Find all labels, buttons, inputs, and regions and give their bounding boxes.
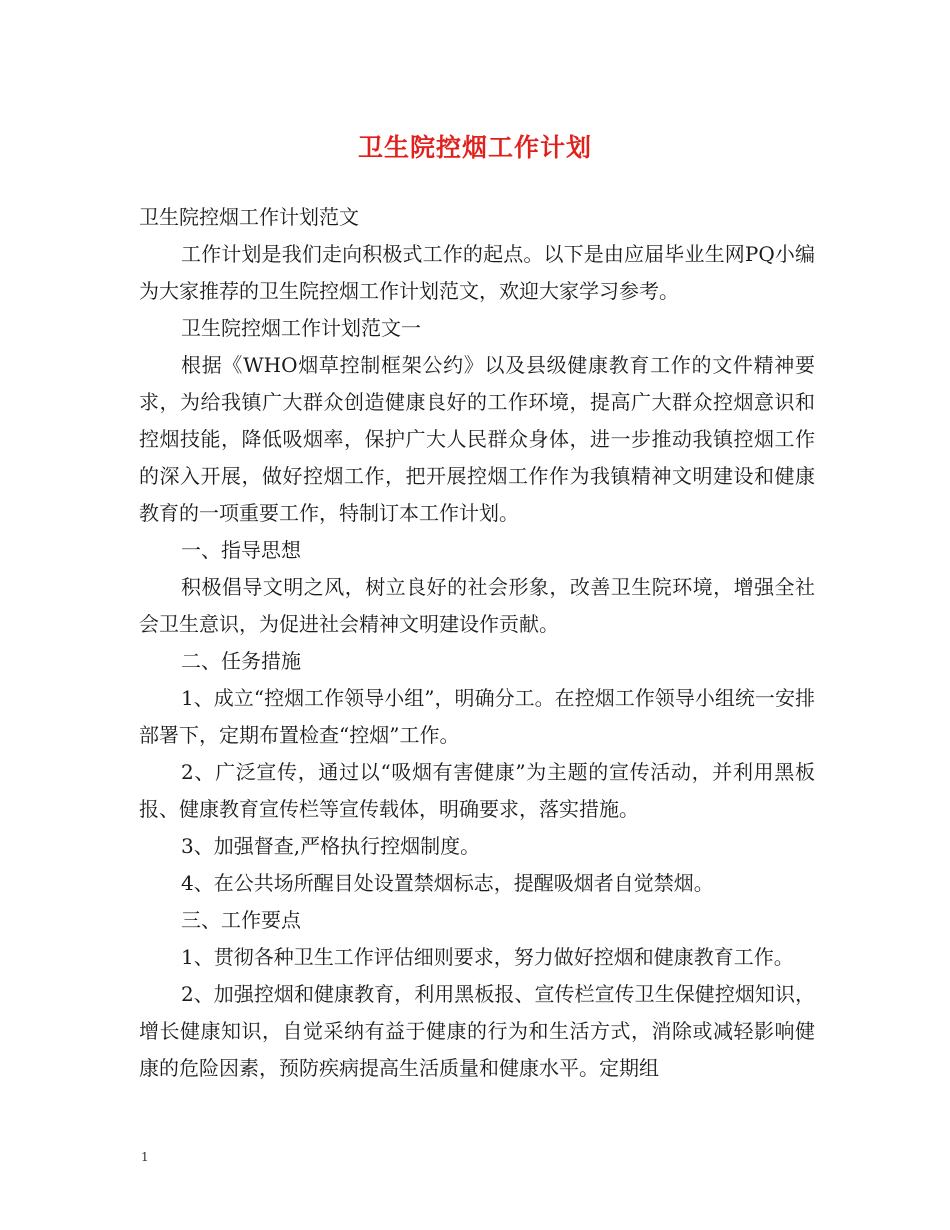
task-item-2: 2、广泛宣传，通过以“吸烟有害健康”为主题的宣传活动，并利用黑板报、健康教育宣传栏等宣传载体，明确要求，落实措施。 bbox=[139, 760, 815, 821]
sample-heading: 卫生院控烟工作计划范文一 bbox=[181, 316, 421, 340]
task-item-3: 3、加强督查,严格执行控烟制度。 bbox=[181, 834, 481, 858]
page-title: 卫生院控烟工作计划 bbox=[357, 133, 592, 162]
heading-guiding-ideology: 一、指导思想 bbox=[181, 538, 301, 562]
work-point-1: 1、贯彻各种卫生工作评估细则要求，努力做好控烟和健康教育工作。 bbox=[181, 945, 794, 969]
background-paragraph: 根据《WHO烟草控制框架公约》以及县级健康教育工作的文件精神要求，为给我镇广大群众创造健康良好的工作环境，提高广大群众控烟意识和控烟技能，降低吸烟率，保护广大人民群众身体，进一步推动我镇控烟工作的深入开展，做好控烟工作，把开展控烟工作作为我镇精神文明建设和健康教育的一项重要工作，特制订本工作计划。 bbox=[139, 353, 815, 525]
intro-paragraph: 工作计划是我们走向积极式工作的起点。以下是由应届毕业生网PQ小编为大家推荐的卫生院控烟工作计划范文，欢迎大家学习参考。 bbox=[139, 242, 815, 303]
section-subtitle: 卫生院控烟工作计划范文 bbox=[139, 205, 359, 229]
document-body bbox=[139, 199, 815, 1087]
heading-task-measures: 二、任务措施 bbox=[181, 649, 301, 673]
page-number: 1 bbox=[141, 1150, 149, 1164]
guiding-ideology-paragraph: 积极倡导文明之风，树立良好的社会形象，改善卫生院环境，增强全社会卫生意识，为促进社会精神文明建设作贡献。 bbox=[139, 575, 815, 636]
task-item-4: 4、在公共场所醒目处设置禁烟标志，提醒吸烟者自觉禁烟。 bbox=[181, 871, 714, 895]
heading-work-points: 三、工作要点 bbox=[181, 908, 301, 932]
task-item-1: 1、成立“控烟工作领导小组”，明确分工。在控烟工作领导小组统一安排部署下，定期布置检查“控烟”工作。 bbox=[139, 686, 815, 747]
work-point-2: 2、加强控烟和健康教育，利用黑板报、宣传栏宣传卫生保健控烟知识，增长健康知识，自觉采纳有益于健康的行为和生活方式，消除或减轻影响健康的危险因素，预防疾病提高生活质量和健康水平。定期组 bbox=[139, 982, 815, 1080]
